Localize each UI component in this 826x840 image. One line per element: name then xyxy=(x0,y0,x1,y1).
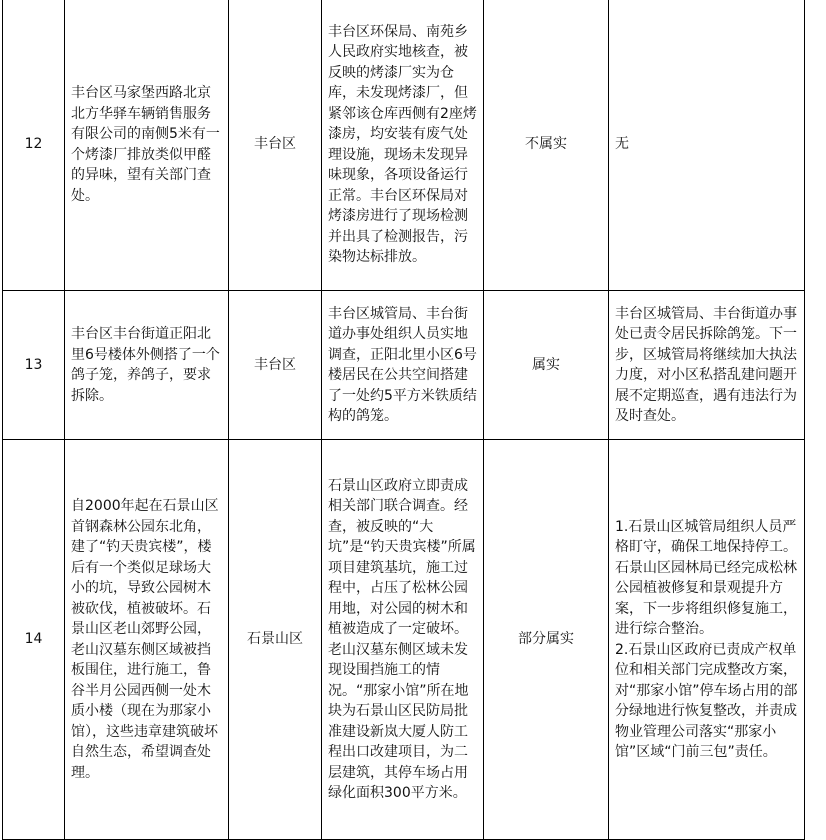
district-cell: 石景山区 xyxy=(229,440,322,840)
verification-status: 属实 xyxy=(484,291,609,440)
investigation-result: 丰台区环保局、南苑乡人民政府实地核查，被反映的烤漆厂实为仓库，未发现烤漆厂，但紧邻该仓库西侧有2座烤漆房，均安装有废气处理设施，现场未发现异味现象，各项设备运行正常。丰台区环保局对烤漆房进行了现场检测并出具了检测报告，污染物达标排放。 xyxy=(322,0,484,291)
investigation-result: 丰台区城管局、丰台街道办事处组织人员实地调查，正阳北里小区6号楼居民在公共空间搭建了一处约5平方米铁质结构的鸽笼。 xyxy=(322,291,484,440)
handling-measures: 1.石景山区城管局组织人员严格盯守，确保工地保持停工。石景山区园林局已经完成松林公园植被修复和景观提升方案，下一步将组织修复施工，进行综合整治。 2.石景山区政府已责成产权单位和相关部门完成整改方案，对“那家小馆”停车场占用的部分绿地进行恢复整改，并责成物业管理公司落实“那家小馆”区域“门前三包”责任。 xyxy=(609,440,805,840)
verification-status: 部分属实 xyxy=(484,440,609,840)
row-number: 14 xyxy=(3,440,65,840)
table-row xyxy=(3,440,805,840)
complaint-content: 自2000年起在石景山区首钢森林公园东北角，建了“钓天贵宾楼”，楼后有一个类似足球场大小的坑，导致公园树木被砍伐，植被破坏。石景山区老山郊野公园，老山汉墓东侧区域被挡板围住，进行施工，鲁谷半月公园西侧一处木质小楼（现在为那家小馆），这些违章建筑破坏自然生态，希望调查处理。 xyxy=(65,440,229,840)
handling-measures: 丰台区城管局、丰台街道办事处已责令居民拆除鸽笼。下一步，区城管局将继续加大执法力度，对小区私搭乱建问题开展不定期巡查，遇有违法行为及时查处。 xyxy=(609,291,805,440)
verification-status: 不属实 xyxy=(484,0,609,291)
complaints-table xyxy=(2,0,805,840)
complaint-content: 丰台区马家堡西路北京北方华驿车辆销售服务有限公司的南侧5米有一个烤漆厂排放类似甲醛的异味，望有关部门查处。 xyxy=(65,0,229,291)
row-number: 12 xyxy=(3,0,65,291)
table-row xyxy=(3,0,805,291)
row-number: 13 xyxy=(3,291,65,440)
complaint-content: 丰台区丰台街道正阳北里6号楼体外侧搭了一个鸽子笼，养鸽子，要求拆除。 xyxy=(65,291,229,440)
district-cell: 丰台区 xyxy=(229,0,322,291)
handling-measures: 无 xyxy=(609,0,805,291)
table-row xyxy=(3,291,805,440)
investigation-result: 石景山区政府立即责成相关部门联合调查。经查，被反映的“大坑”是“钓天贵宾楼”所属项目建筑基坑，施工过程中，占压了松林公园用地，对公园的树木和植被造成了一定破坏。老山汉墓东侧区域未发现设围挡施工的情况。“那家小馆”所在地块为石景山区民防局批准建设新岚大厦人防工程出口改建项目，为二层建筑，其停车场占用绿化面积300平方米。 xyxy=(322,440,484,840)
district-cell: 丰台区 xyxy=(229,291,322,440)
